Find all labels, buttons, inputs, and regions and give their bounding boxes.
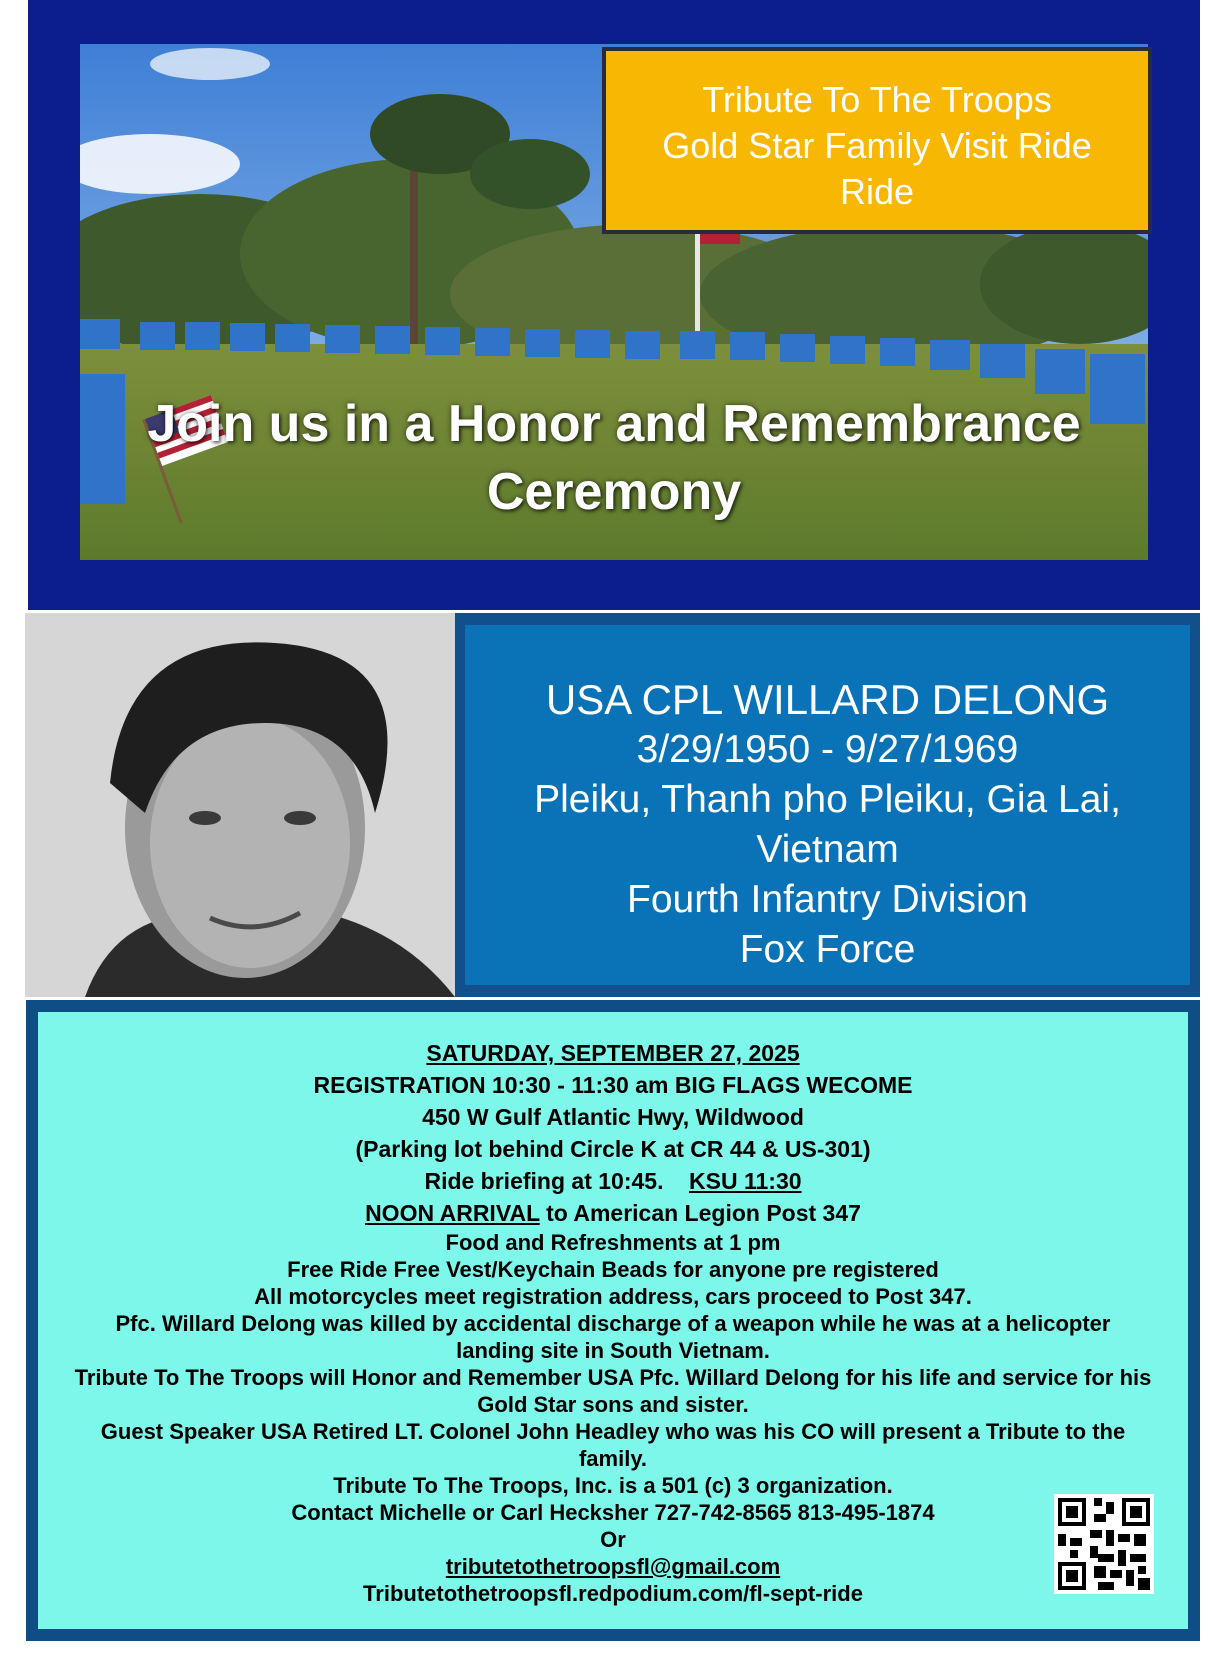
honor-line-2: Gold Star sons and sister.: [477, 1392, 749, 1417]
honor-line-1: Tribute To The Troops will Honor and Remember USA Pfc. Willard Delong for his life and service for his: [74, 1365, 1152, 1390]
ceremony-line: Join us in a Honor and Remembrance: [147, 395, 1081, 453]
story-line-2: landing site in South Vietnam.: [456, 1338, 770, 1363]
honoree-division: Fourth Infantry Division: [627, 878, 1028, 921]
or-line: Or: [600, 1527, 626, 1552]
free-ride-note: Free Ride Free Vest/Keychain Beads for anyone pre registered: [287, 1257, 939, 1282]
honoree-portrait: [25, 613, 455, 997]
registration-url[interactable]: Tributetothetroopsfl.redpodium.com/fl-sept-ride: [363, 1581, 863, 1606]
event-date: SATURDAY, SEPTEMBER 27, 2025: [426, 1040, 800, 1066]
food-note: Food and Refreshments at 1 pm: [445, 1230, 781, 1255]
honoree-unit: Fox Force: [739, 928, 916, 971]
ksu-time: KSU 11:30: [689, 1168, 802, 1194]
noon-arrival: NOON ARRIVAL: [365, 1200, 540, 1226]
email-link[interactable]: tributetothetroopsfl@gmail.com: [445, 1554, 781, 1579]
briefing-line: [38, 1165, 1188, 1197]
motorcycle-note: All motorcycles meet registration address, cars proceed to Post 347.: [254, 1284, 972, 1309]
banner-line: Gold Star Family Visit Ride: [662, 125, 1092, 166]
event-address: 450 W Gulf Atlantic Hwy, Wildwood: [422, 1104, 804, 1130]
speaker-line-2: family.: [578, 1446, 648, 1471]
ceremony-heading: [80, 390, 1148, 526]
honoree-info: [465, 625, 1190, 985]
contact-line: Contact Michelle or Carl Hecksher 727-742-8565 813-495-1874: [291, 1500, 935, 1525]
parking-note: (Parking lot behind Circle K at CR 44 & US-301): [355, 1136, 871, 1162]
arrival-line: [38, 1197, 1188, 1229]
event-details: [38, 1037, 1188, 1607]
honoree-name: USA CPL WILLARD DELONG: [545, 676, 1110, 723]
honoree-dates: 3/29/1950 - 9/27/1969: [636, 728, 1019, 771]
ride-briefing: Ride briefing at 10:45.: [424, 1168, 664, 1194]
banner-line: Ride: [839, 171, 915, 212]
speaker-line-1: Guest Speaker USA Retired LT. Colonel John Headley who was his CO will present a Tribute to the: [100, 1419, 1126, 1444]
banner-line: Tribute To The Troops: [702, 79, 1052, 120]
ceremony-line: Ceremony: [486, 463, 742, 521]
honoree-place-line-2: Vietnam: [756, 828, 899, 871]
organization-note: Tribute To The Troops, Inc. is a 501 (c) 3 organization.: [333, 1473, 893, 1498]
honoree-place-line-1: Pleiku, Thanh pho Pleiku, Gia Lai,: [534, 778, 1121, 821]
arrival-destination: to American Legion Post 347: [539, 1200, 861, 1226]
story-line-1: Pfc. Willard Delong was killed by accidental discharge of a weapon while he was at a helicopter: [115, 1311, 1111, 1336]
registration-time: REGISTRATION 10:30 - 11:30 am BIG FLAGS WECOME: [313, 1072, 913, 1098]
qr-code[interactable]: [1054, 1494, 1154, 1594]
event-title-banner: [602, 47, 1152, 234]
